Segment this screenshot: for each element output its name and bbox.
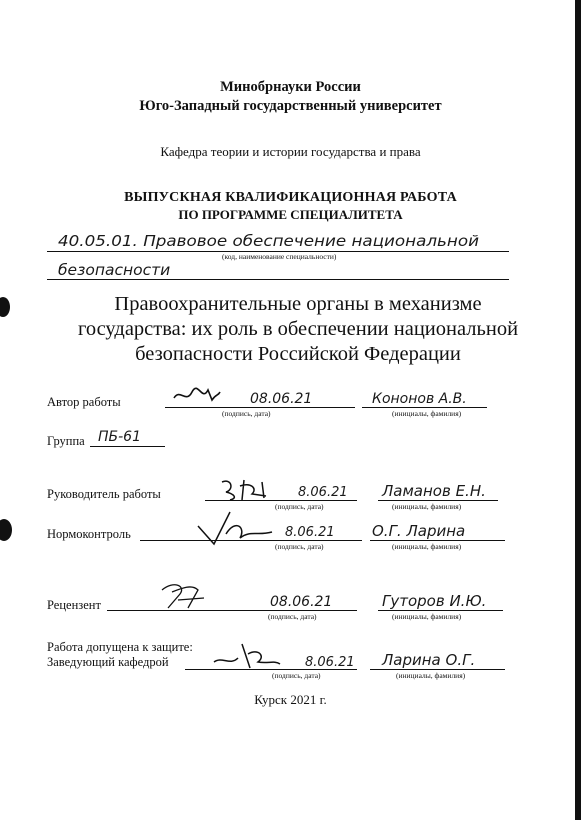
author-sign-line: [165, 407, 355, 408]
binding-hole: [0, 519, 12, 541]
reviewer-sign-caption: (подпись, дата): [268, 612, 317, 621]
admission-label: Работа допущена к защите:: [47, 640, 193, 654]
supervisor-label: Руководитель работы: [47, 487, 161, 501]
head-signature: [212, 642, 282, 672]
specialty-caption: (код, наименование специальности): [222, 252, 337, 261]
supervisor-name-caption: (инициалы, фамилия): [392, 502, 462, 511]
head-date: 8.06.21: [305, 655, 355, 670]
normcontrol-sign-caption: (подпись, дата): [275, 542, 324, 551]
reviewer-name-line: [378, 610, 503, 611]
head-name-caption: (инициалы, фамилия): [396, 671, 466, 680]
thesis-title: Правоохранительные органы в механизме государства: их роль в обеспечении национальной безопасности Российской Федерации: [77, 293, 519, 365]
supervisor-signature: [218, 476, 288, 502]
normcontrol-signature: [196, 508, 276, 548]
author-date: 08.06.21: [250, 391, 313, 407]
work-type: ВЫПУСКНАЯ КВАЛИФИКАЦИОННАЯ РАБОТА: [124, 190, 457, 205]
binding-hole: [0, 297, 10, 317]
reviewer-name-caption: (инициалы, фамилия): [392, 612, 462, 621]
supervisor-name-line: [378, 500, 498, 501]
group-label: Группа: [47, 434, 85, 448]
city-year: Курск 2021 г.: [254, 692, 327, 707]
department-name: Кафедра теории и истории государства и права: [160, 144, 421, 159]
university-name: Юго-Западный государственный университет: [139, 98, 442, 114]
supervisor-sign-caption: (подпись, дата): [275, 502, 324, 511]
reviewer-date: 08.06.21: [270, 594, 333, 610]
normcontrol-sign-line: [140, 540, 362, 541]
normcontrol-label: Нормоконтроль: [47, 527, 131, 541]
program-name: ПО ПРОГРАММЕ СПЕЦИАЛИТЕТА: [178, 207, 403, 222]
normcontrol-date: 8.06.21: [285, 525, 335, 540]
specialty-line1: 40.05.01. Правовое обеспечение национальной: [58, 232, 479, 250]
author-name: Кононов А.В.: [372, 391, 467, 407]
author-sign-caption: (подпись, дата): [222, 409, 271, 418]
reviewer-name: Гуторов И.Ю.: [382, 592, 487, 610]
normcontrol-name: О.Г. Ларина: [372, 522, 466, 540]
reviewer-signature: [158, 578, 208, 612]
specialty-line2: безопасности: [58, 261, 171, 279]
head-name-line: [370, 669, 505, 670]
head-sign-caption: (подпись, дата): [272, 671, 321, 680]
supervisor-date: 8.06.21: [298, 485, 348, 500]
group-line: [90, 446, 165, 447]
reviewer-sign-line: [107, 610, 357, 611]
author-name-caption: (инициалы, фамилия): [392, 409, 462, 418]
reviewer-label: Рецензент: [47, 598, 101, 612]
ministry-name: Минобрнауки России: [220, 79, 361, 95]
author-label: Автор работы: [47, 395, 121, 409]
normcontrol-name-line: [370, 540, 505, 541]
normcontrol-name-caption: (инициалы, фамилия): [392, 542, 462, 551]
head-sign-line: [185, 669, 357, 670]
specialty-underline-2: [47, 279, 509, 280]
supervisor-name: Ламанов Е.Н.: [382, 482, 486, 500]
supervisor-sign-line: [205, 500, 357, 501]
head-name: Ларина О.Г.: [382, 651, 476, 669]
author-name-line: [362, 407, 487, 408]
head-of-department-label: Заведующий кафедрой: [47, 655, 169, 669]
group-value: ПБ-61: [98, 429, 141, 445]
